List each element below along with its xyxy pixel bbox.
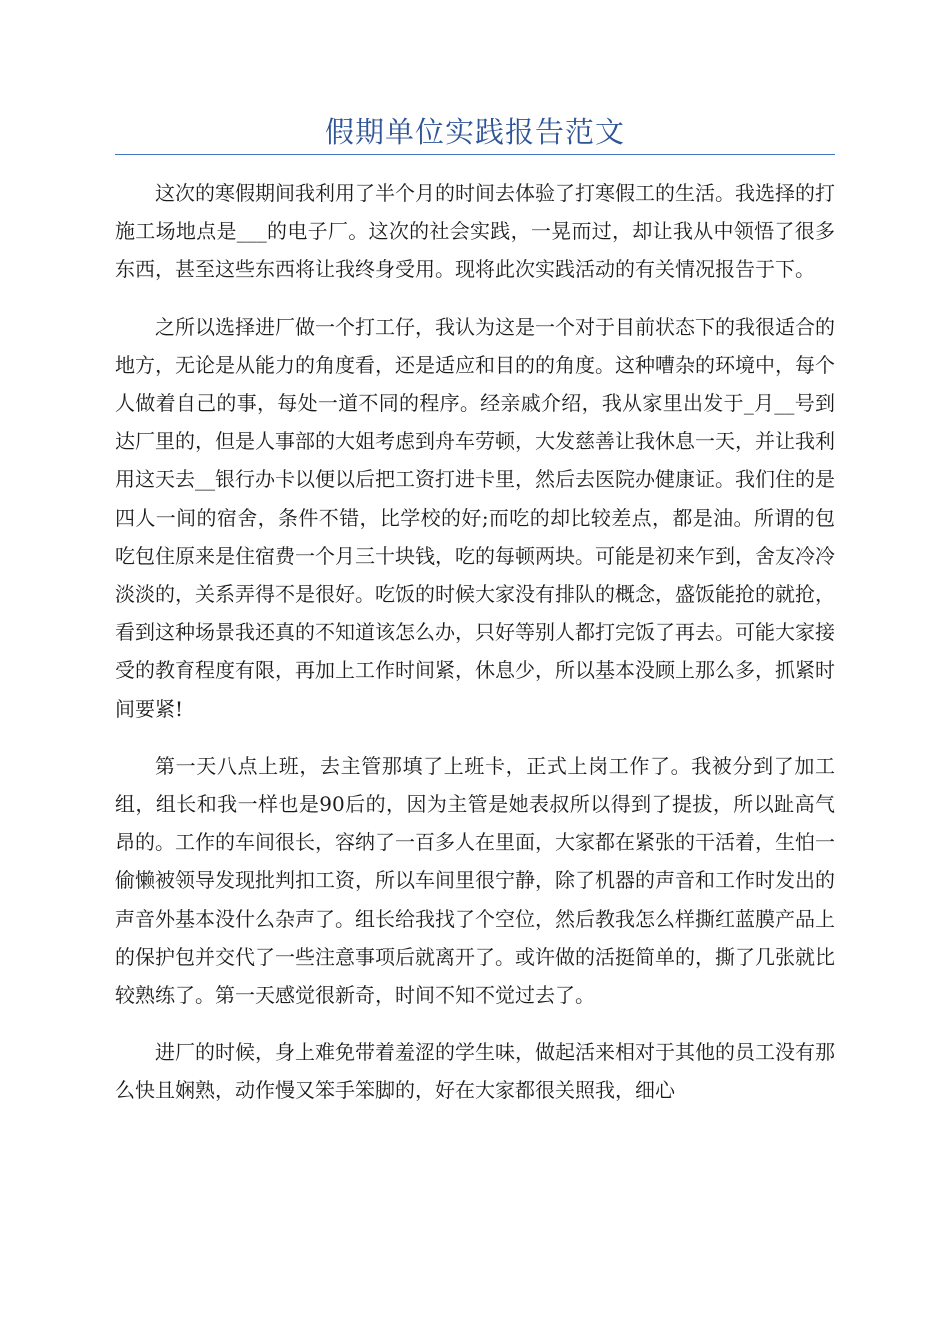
title-underline	[115, 154, 835, 155]
paragraph: 这次的寒假期间我利用了半个月的时间去体验了打寒假工的生活。我选择的打施工场地点是___的电子厂。这次的社会实践，一晃而过，却让我从中领悟了很多东西，甚至这些东西将让我终身受用。现将此次实践活动的有关情况报告于下。	[115, 181, 835, 282]
document-body	[115, 174, 835, 1129]
paragraph: 之所以选择进厂做一个打工仔，我认为这是一个对于目前状态下的我很适合的地方，无论是从能力的角度看，还是适应和目的的角度。这种嘈杂的环境中，每个人做着自己的事，每处一道不同的程序。经亲戚介绍，我从家里出发于_月__号到达厂里的，但是人事部的大姐考虑到舟车劳顿，大发慈善让我休息一天，并让我利用这天去__银行办卡以便以后把工资打进卡里，然后去医院办健康证。我们住的是四人一间的宿舍，条件不错，比学校的好;而吃的却比较差点，都是油。所谓的包吃包住原来是住宿费一个月三十块钱，吃的每顿两块。可能是初来乍到，舍友冷冷淡淡的，关系弄得不是很好。吃饭的时候大家没有排队的概念，盛饭能抢的就抢，看到这种场景我还真的不知道该怎么办，只好等别人都打完饭了再去。可能大家接受的教育程度有限，再加上工作时间紧，休息少，所以基本没顾上那么多，抓紧时间要紧!	[115, 314, 835, 721]
paragraph: 第一天八点上班，去主管那填了上班卡，正式上岗工作了。我被分到了加工组，组长和我一样也是90后的，因为主管是她表叔所以得到了提拔，所以趾高气昂的。工作的车间很长，容纳了一百多人在里面，大家都在紧张的干活着，生怕一偷懒被领导发现批判扣工资，所以车间里很宁静，除了机器的声音和工作时发出的声音外基本没什么杂声了。组长给我找了个空位，然后教我怎么样撕红蓝膜产品上的保护包并交代了一些注意事项后就离开了。或许做的活挺简单的，撕了几张就比较熟练了。第一天感觉很新奇，时间不知不觉过去了。	[115, 753, 835, 1008]
paragraph: 进厂的时候，身上难免带着羞涩的学生味，做起活来相对于其他的员工没有那么快且娴熟，动作慢又笨手笨脚的，好在大家都很关照我，细心	[115, 1040, 835, 1103]
document-title: 假期单位实践报告范文	[324, 115, 625, 149]
